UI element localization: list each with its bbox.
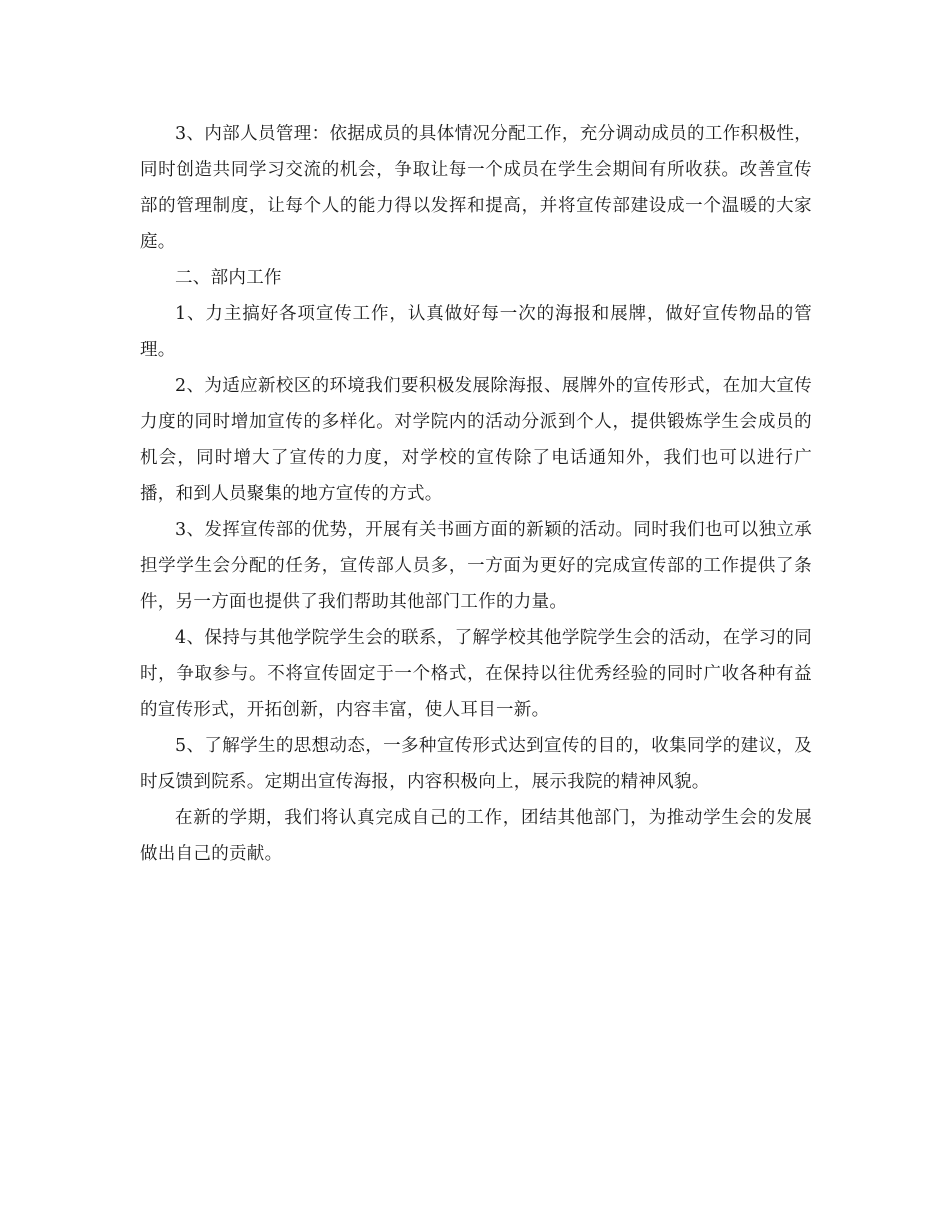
- paragraph-item-5: 5、了解学生的思想动态，一多种宣传形式达到宣传的目的，收集同学的建议，及时反馈到院系。定期出宣传海报，内容积极向上，展示我院的精神风貌。: [140, 736, 812, 792]
- paragraph-item-4: 4、保持与其他学院学生会的联系，了解学校其他学院学生会的活动，在学习的同时，争取参与。不将宣传固定于一个格式，在保持以往优秀经验的同时广收各种有益的宣传形式，开拓创新，内容丰富，使人耳目一新。: [140, 628, 812, 720]
- paragraph-item-3: 3、发挥宣传部的优势，开展有关书画方面的新颖的活动。同时我们也可以独立承担学学生会分配的任务，宣传部人员多，一方面为更好的完成宣传部的工作提供了条件，另一方面也提供了我们帮助其他部门工作的力量。: [140, 520, 812, 612]
- section-heading-internal-work: 二、部内工作: [175, 268, 282, 288]
- paragraph-item-2: 2、为适应新校区的环境我们要积极发展除海报、展牌外的宣传形式，在加大宣传力度的同时增加宣传的多样化。对学院内的活动分派到个人，提供锻炼学生会成员的机会，同时增大了宣传的力度，对学校的宣传除了电话通知外，我们也可以进行广播，和到人员聚集的地方宣传的方式。: [140, 376, 812, 504]
- paragraph-internal-personnel-management: 3、内部人员管理：依据成员的具体情况分配工作，充分调动成员的工作积极性，同时创造共同学习交流的机会，争取让每一个成员在学生会期间有所收获。改善宣传部的管理制度，让每个人的能力得以发挥和提高，并将宣传部建设成一个温暖的大家庭。: [140, 124, 812, 252]
- paragraph-item-1: 1、力主搞好各项宣传工作，认真做好每一次的海报和展牌，做好宣传物品的管理。: [140, 304, 812, 360]
- paragraph-conclusion: 在新的学期，我们将认真完成自己的工作，团结其他部门，为推动学生会的发展做出自己的贡献。: [140, 808, 812, 864]
- document-body: [140, 116, 812, 872]
